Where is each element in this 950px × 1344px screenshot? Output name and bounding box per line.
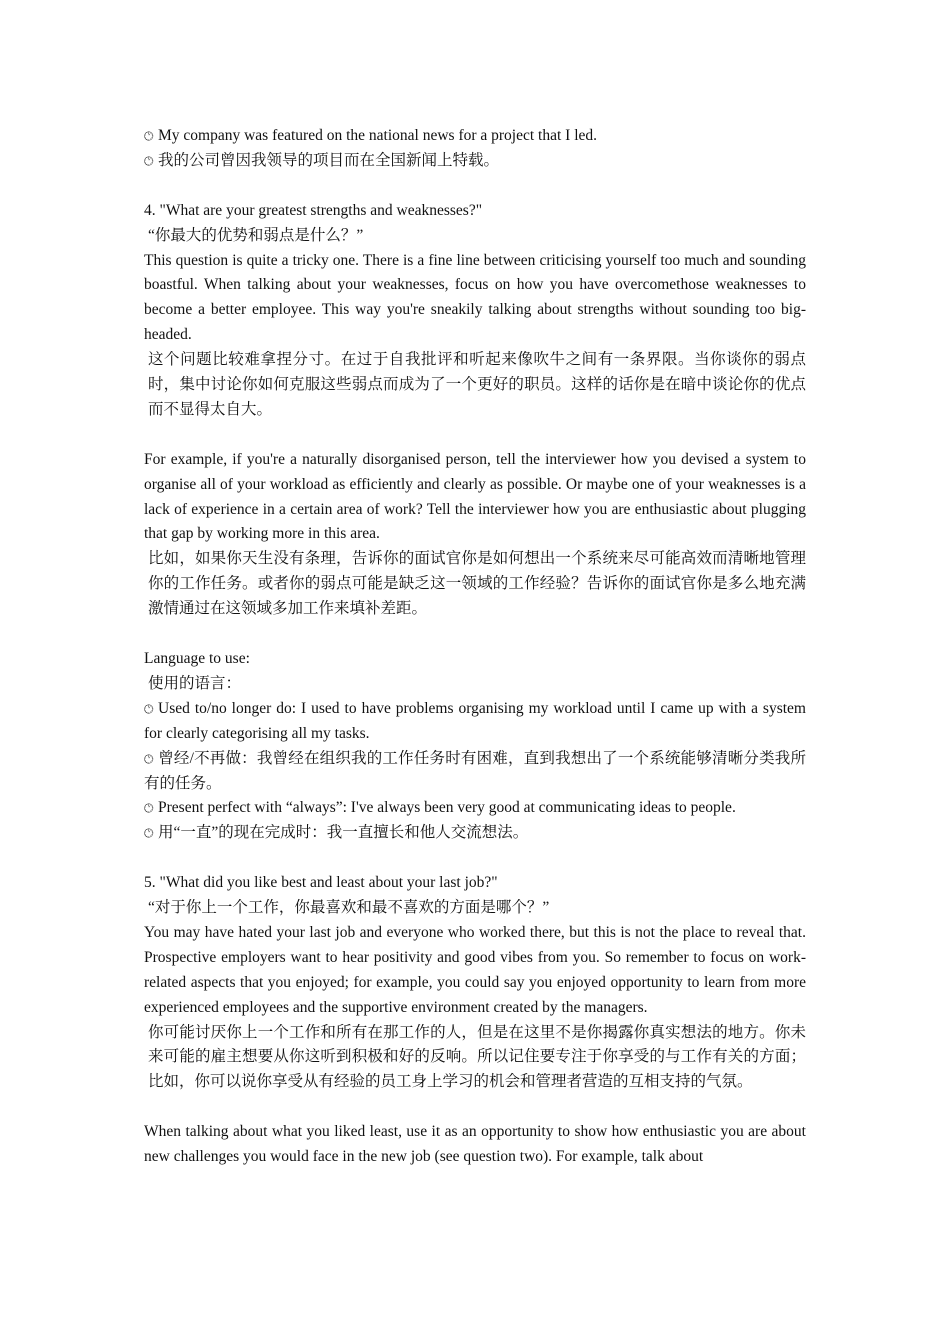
document-page (144, 124, 806, 1170)
bullet-text: Present perfect with “always”: I've always been very good at communicating ideas to people. (158, 799, 736, 817)
language-heading-zh: 使用的语言： (148, 674, 242, 692)
bullet-line (144, 697, 806, 747)
bullet-text: 曾经/不再做：我曾经在组织我的工作任务时有困难，直到我想出了一个系统能够清晰分类我所有的任务。 (144, 749, 806, 792)
language-heading: Language to use: (144, 649, 250, 667)
clock-icon: 🕐︎ (144, 751, 154, 766)
bullet-line (144, 821, 806, 846)
bullet-line (144, 796, 806, 821)
clock-icon: 🕐︎ (144, 801, 154, 816)
question-4-paragraph-1: This question is quite a tricky one. There is a fine line between criticising yourself too much and sounding boastful. When talking about your weaknesses, focus on how you have overcomethose weaknesses to become a better employee. This way you're sneakily talking about strengths without sounding too big-headed. (144, 251, 806, 344)
question-5-paragraph-2: When talking about what you liked least, use it as an opportunity to show how enthusiastic you are about new challenges you would face in the new job (see question two). For example, talk about (144, 1123, 806, 1166)
bullet-line (144, 124, 806, 149)
question-4-title: 4. "What are your greatest strengths and weaknesses?" (144, 201, 483, 219)
clock-icon: 🕐︎ (144, 701, 154, 716)
bullet-text: 我的公司曾因我领导的项目而在全国新闻上特载。 (158, 151, 500, 169)
question-4-paragraph-2-zh: 比如，如果你天生没有条理，告诉你的面试官你是如何想出一个系统来尽可能高效而清晰地管理你的工作任务。或者你的弱点可能是缺乏这一领域的工作经验？告诉你的面试官你是多么地充满激情通过在这领域多加工作来填补差距。 (148, 550, 806, 618)
clock-icon: 🕐︎ (144, 129, 154, 143)
bullet-line (144, 149, 806, 174)
question-5-title: 5. "What did you like best and least about your last job?" (144, 874, 498, 892)
question-4-paragraph-2: For example, if you're a naturally disorganised person, tell the interviewer how you devised a system to organise all of your workload as efficiently and clearly as possible. Or maybe one of your weaknesses is a lack of experience in a certain area of work? Tell the interviewer how you are enthusiastic about plugging that gap by working more in this area. (144, 450, 806, 543)
question-4-title-zh: “你最大的优势和弱点是什么？” (148, 226, 364, 244)
bullet-line (144, 747, 806, 797)
question-4-paragraph-1-zh: 这个问题比较难拿捏分寸。在过于自我批评和听起来像吹牛之间有一条界限。当你谈你的弱点时，集中讨论你如何克服这些弱点而成为了一个更好的职员。这样的话你是在暗中谈论你的优点而不显得太自大。 (148, 351, 806, 418)
bullet-text: My company was featured on the national news for a project that I led. (158, 127, 598, 144)
question-5-paragraph-1-zh: 你可能讨厌你上一个工作和所有在那工作的人，但是在这里不是你揭露你真实想法的地方。你未来可能的雇主想要从你这听到积极和好的反响。所以记住要专注于你享受的与工作有关的方面；比如，你可以说你享受从有经验的员工身上学习的机会和管理者营造的互相支持的气氛。 (148, 1023, 806, 1091)
question-5-paragraph-1: You may have hated your last job and everyone who worked there, but this is not the place to reveal that. Prospective employers want to hear positivity and good vibes from you. So remember to focus on work-related aspects that you enjoyed; for example, you could say you enjoyed opportunity to learn from more experienced employees and the supportive environment created by the managers. (144, 923, 806, 1016)
bullet-text: 用“一直”的现在完成时：我一直擅长和他人交流想法。 (158, 824, 529, 842)
clock-icon: 🕐︎ (144, 826, 154, 841)
bullet-text: Used to/no longer do: I used to have problems organising my workload until I came up with a system for clearly categorising all my tasks. (144, 699, 806, 742)
clock-icon: 🕐︎ (144, 153, 154, 168)
question-5-title-zh: “对于你上一个工作，你最喜欢和最不喜欢的方面是哪个？” (148, 899, 550, 917)
